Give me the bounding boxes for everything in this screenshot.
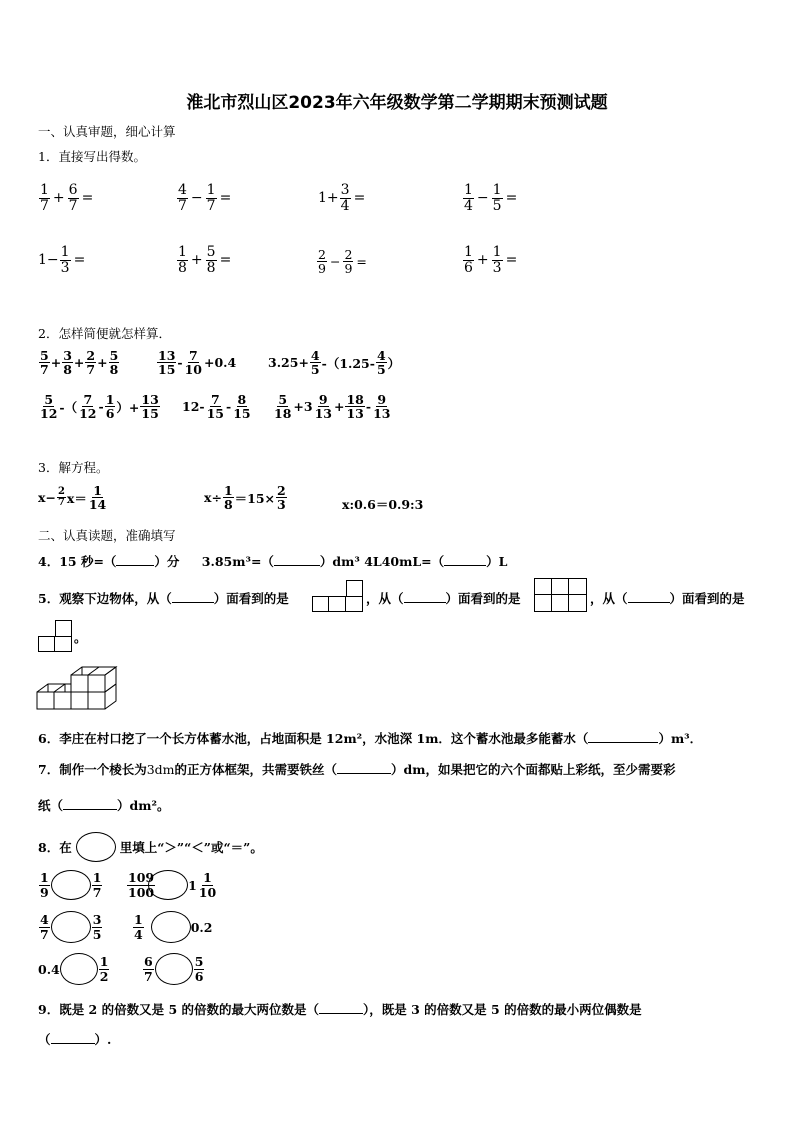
q8-compare-4: $\frac{1}{4}$ 0.2 (134, 912, 213, 942)
q8-compare-3: $\frac{4}{7}$ $\frac{3}{5}$ (40, 912, 102, 942)
q5-blank-3[interactable] (628, 602, 670, 603)
q5-view-3 (38, 620, 72, 652)
q8-answer-oval-2[interactable] (148, 870, 188, 900)
q8-answer-oval-1[interactable] (51, 870, 91, 900)
q3-equation-2: x÷ $\frac{1}{8}$ ＝15× $\frac{2}{3}$ (204, 483, 286, 513)
q8-compare-2: $\frac{109}{100}$ 1 $\frac{1}{10}$ (128, 870, 217, 900)
q9-line-1: 9．既是 2 的倍数又是 5 的倍数的最大两位数是（ ），既是 3 的倍数又是 5 的倍数的最小两位偶数是 (38, 1002, 642, 1017)
q3-label: 3．解方程。 (38, 460, 109, 475)
q8-answer-oval-4[interactable] (151, 911, 191, 943)
q2-expr-4: $\frac{5}{12}$ -（ $\frac{7}{12}$ - $\frac{1}{6}$ ）+ $\frac{13}{15}$ (40, 392, 159, 422)
q7-line-1: 7．制作一个棱长为3dm的正方体框架，共需要铁丝（ ）dm，如果把它的六个面都贴上彩纸，至少需要彩 (38, 762, 676, 777)
q6-blank[interactable] (588, 742, 658, 743)
q2-expr-3: 3.25+ $\frac{4}{5}$ -（1.25- $\frac{4}{5}$ ） (268, 348, 401, 378)
q8-sample-oval (76, 832, 116, 862)
q4: 4．15 秒=（ ）分 3.85m³=（ ）dm³ 4L40mL=（ ）L (38, 554, 508, 569)
q7-line-2: 纸（ ）dm²。 (38, 798, 170, 813)
q2-expr-2: $\frac{13}{15}$ - $\frac{7}{10}$ +0.4 (158, 348, 237, 378)
q5-part-2: ，从（ ）面看到的是 (366, 591, 521, 606)
q9-blank-2[interactable] (51, 1043, 95, 1044)
q3-equation-1: x− $\frac{2}{7}$ x＝ $\frac{1}{14}$ (38, 483, 107, 513)
q2-expr-1: $\frac{5}{7}$ + $\frac{3}{8}$ + $\frac{2}{7}$ + $\frac{5}{8}$ (40, 348, 119, 378)
q4-blank-1[interactable] (116, 565, 154, 566)
q5-view-2 (534, 578, 587, 612)
q8-compare-5: 0.4 $\frac{1}{2}$ (38, 954, 109, 984)
q8-compare-1: $\frac{1}{9}$ $\frac{1}{7}$ (40, 870, 102, 900)
q1-item-2: $\frac{4}{7}$ − $\frac{1}{7}$ = (178, 182, 232, 214)
q4-blank-3[interactable] (444, 565, 486, 566)
q1-item-3: 1+ $\frac{3}{4}$ = (318, 182, 366, 214)
q2-expr-5: 12- $\frac{7}{15}$ - $\frac{8}{15}$ (182, 392, 251, 422)
section-2-heading: 二、认真读题，准确填写 (38, 528, 176, 543)
q1-item-6: $\frac{1}{8}$ + $\frac{5}{8}$ = (178, 244, 232, 276)
q8-answer-oval-5[interactable] (60, 953, 98, 985)
q9-line-2: （ ）. (38, 1032, 112, 1047)
q1-item-5: 1− $\frac{1}{3}$ = (38, 244, 86, 276)
q6: 6．李庄在村口挖了一个长方体蓄水池，占地面积是 12m²，水池深 1m．这个蓄水池最多能蓄水（ ）m³． (38, 731, 703, 746)
q5-period: 。 (74, 630, 87, 645)
page-title: 淮北市烈山区2023年六年级数学第二学期期末预测试题 (186, 93, 608, 113)
q5-view-1 (312, 580, 363, 612)
q7-blank-1[interactable] (337, 773, 391, 774)
q8-instruction: 8．在 里填上“＞”“＜”或“＝”。 (38, 832, 263, 862)
q1-item-4: $\frac{1}{4}$ − $\frac{1}{5}$ = (464, 182, 518, 214)
q5-part-1: 5．观察下边物体，从（ ）面看到的是 (38, 591, 289, 606)
q1-item-8: $\frac{1}{6}$ + $\frac{1}{3}$ = (464, 244, 518, 276)
q1-label: 1．直接写出得数。 (38, 149, 146, 164)
q1-item-7: $\frac{2}{9}$ − $\frac{2}{9}$ = (318, 247, 367, 277)
q2-expr-6: $\frac{5}{18}$ +3 $\frac{9}{13}$ + $\frac{18}{13}$ - $\frac{9}{13}$ (274, 392, 391, 422)
section-1-heading: 一、认真审题，细心计算 (38, 124, 176, 139)
q8-compare-6: $\frac{6}{7}$ $\frac{5}{6}$ (144, 954, 204, 984)
q3-equation-3: x:0.6＝0.9:3 (342, 497, 424, 512)
q5-blank-1[interactable] (172, 602, 214, 603)
q5-cube-figure (36, 664, 122, 712)
q9-blank-1[interactable] (319, 1013, 363, 1014)
q1-item-1: $\frac{1}{7}$ + $\frac{6}{7}$ = (40, 182, 94, 214)
q8-answer-oval-6[interactable] (155, 953, 193, 985)
q5-blank-2[interactable] (404, 602, 446, 603)
q7-blank-2[interactable] (63, 809, 117, 810)
q5-part-3: ，从（ ）面看到的是 (590, 591, 745, 606)
q2-label: 2．怎样简便就怎样算． (38, 326, 171, 341)
q4-blank-2[interactable] (274, 565, 320, 566)
q8-answer-oval-3[interactable] (51, 911, 91, 943)
